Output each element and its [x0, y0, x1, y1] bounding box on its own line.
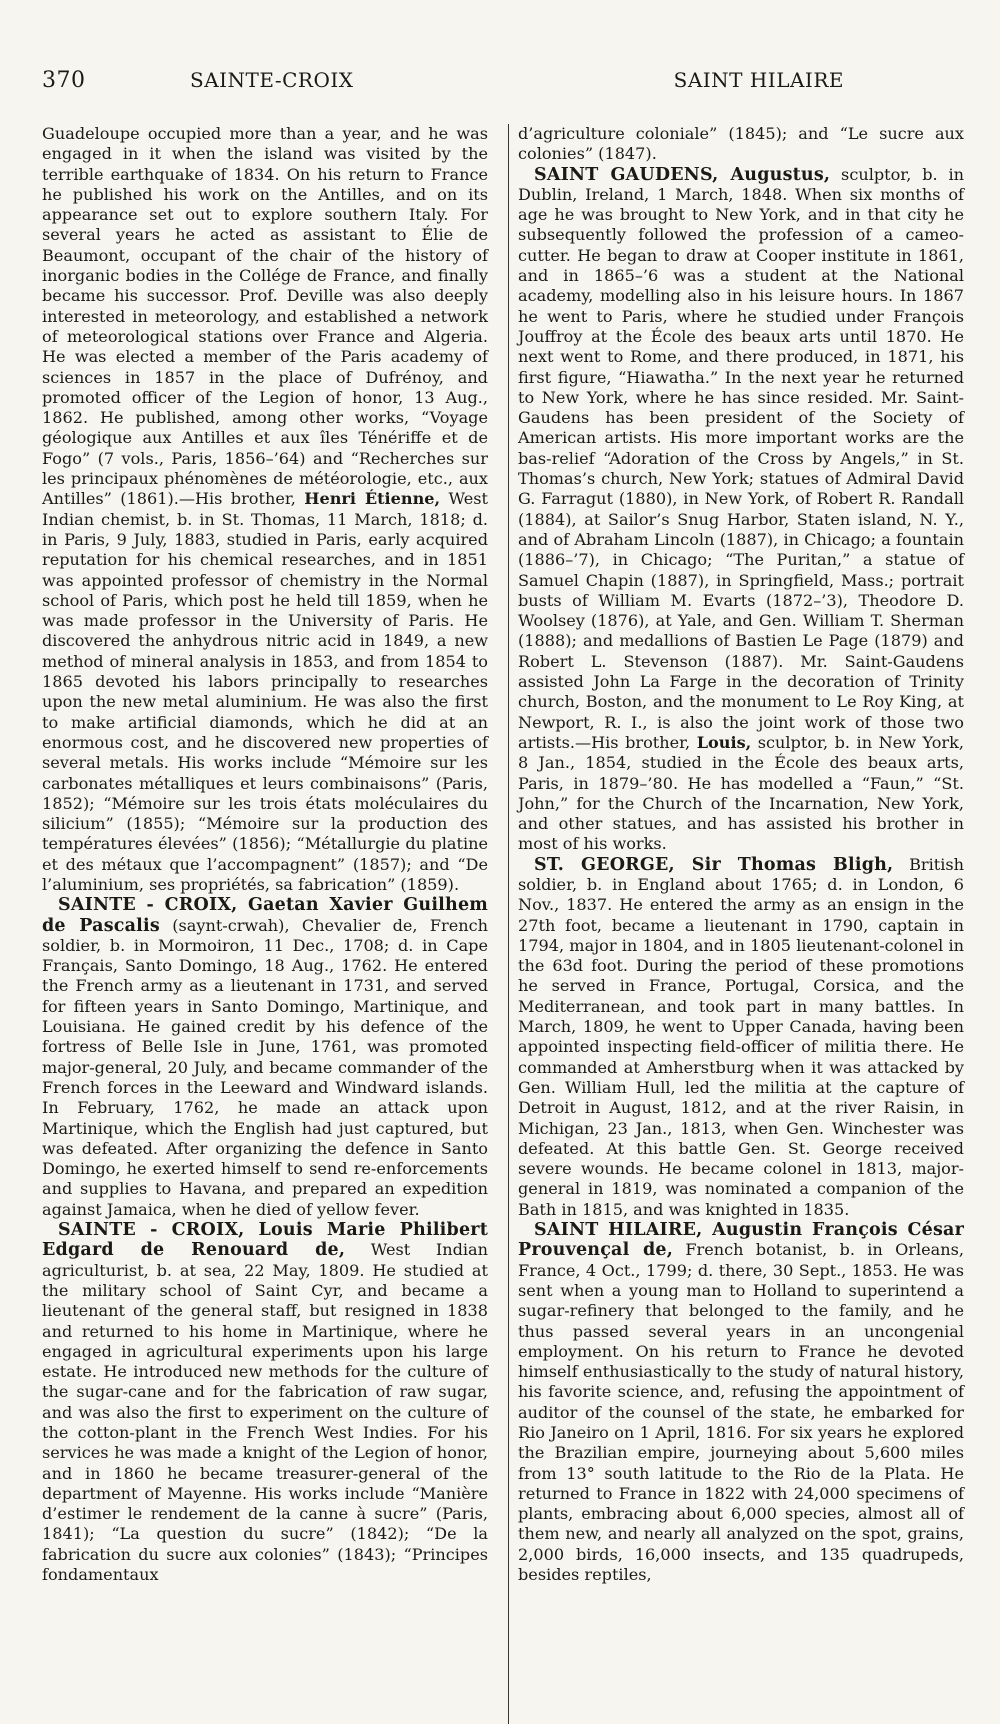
column-divider [508, 124, 509, 1724]
entry-headword: SAINT HILAIRE, Augustin François César Prouvençal de, [518, 1220, 964, 1261]
entry-saint-hilaire [518, 1220, 964, 1585]
entry-headword: SAINTE - CROIX, Gaetan Xavier Guilhem de Pascalis [42, 895, 488, 936]
sub-entry-name: Louis, [696, 732, 752, 752]
entry-text: (saynt-crwah), Chevalier de, French soldier, b. in Mormoiron, 11 Dec., 1708; d. in Cape Français, Santo Domingo, 18 Aug., 1762. He entered the French army as a lieutenant in 1731, and served for fifteen years in Santo Domingo, Martinique, and Louisiana. He gained credit by his defence of the fortress of Belle Isle in June, 1761, was promoted major-general, 20 July, and became commander of the French forces in the Leeward and Windward islands. In February, 1762, he made an attack upon Martinique, which the English had just captured, but was defeated. After organizing the defence in Santo Domingo, he exerted himself to send re-enforcements and supplies to Havana, and prepared an expedition against Jamaica, when he died of yellow fever. [42, 915, 488, 1219]
text-columns [42, 124, 964, 1585]
entry-headword: ST. GEORGE, Sir Thomas Bligh, [534, 854, 894, 875]
continued-entry-sainte-croix-louis: d’agriculture coloniale” (1845); and “Le sucre aux colonies” (1847). [518, 124, 964, 164]
entry-text: Guadeloupe occupied more than a year, and he was engaged in it when the island was visited by the terrible earthquake of 1834. On his return to France he published his work on the Antilles, and on its appearance set out to explore southern Italy. For several years he acted as assistant to Élie de Beaumont, occupant of the chair of the history of inorganic bodies in the Collége de France, and finally became his successor. Prof. Deville was also deeply interested in meteorology, and established a network of meteorological stations over France and Algeria. He was elected a member of the Paris academy of sciences in 1857 in the place of Dufrénoy, and promoted officer of the Legion of honor, 13 Aug., 1862. He published, among other works, “Voyage géologique aux Antilles et aux îles Ténériffe et de Fogo” (7 vols., Paris, 1856–’64) and “Recherches sur les principaux phénomènes de météorologie, etc., aux Antilles” (1861).—His brother, [42, 124, 488, 509]
continued-entry-deville [42, 124, 488, 895]
sub-entry-name: Henri Étienne, [304, 489, 441, 509]
right-column [518, 124, 964, 1585]
entry-text: West Indian agriculturist, b. at sea, 22 May, 1809. He studied at the military school of Saint Cyr, and became a lieutenant of the general staff, but resigned in 1838 and returned to his home in Martinique, where he engaged in agricultural experiments upon his large estate. He introduced new methods for the culture of the sugar-cane and for the fabrication of raw sugar, and was also the first to experiment on the culture of the cotton-plant in the French West Indies. For his services he was made a knight of the Legion of honor, and in 1860 he became treasurer-general of the department of Mayenne. His works include “Manière d’estimer le rendement de la canne à sucre” (Paris, 1841); “La question du sucre” (1842); “De la fabrication du sucre aux colonies” (1843); “Principes fondamentaux [42, 1240, 489, 1585]
entry-sainte-croix-gaetan [42, 895, 488, 1220]
left-running-title: SAINTE-CROIX [190, 68, 354, 92]
entry-text: West Indian chemist, b. in St. Thomas, 11 March, 1818; d. in Paris, 9 July, 1883, studied in Paris, early acquired reputation for his chemical researches, and in 1851 was appointed professor of chemistry in the Normal school of Paris, which post he held till 1859, when he was made professor in the University of Paris. He discovered the anhydrous nitric acid in 1849, a new method of mineral analysis in 1853, and from 1854 to 1865 devoted his labors principally to researches upon the new metal aluminium. He was also the first to make artificial diamonds, which he did at an enormous cost, and he discovered new properties of several metals. His works include “Mémoire sur les carbonates métalliques et leurs combinaisons” (Paris, 1852); “Mémoire sur les trois états moléculaires du silicium” (1855); “Mémoire sur la production des températures élevées” (1856); “Métallurgie du platine et des métaux que l’accompagnent” (1857); and “De l’aluminium, ses propriétés, sa fabrication” (1859). [42, 489, 488, 894]
entry-st-george [518, 855, 964, 1220]
running-header [42, 68, 964, 108]
entry-saint-gaudens [518, 165, 964, 855]
entry-text: sculptor, b. in Dublin, Ireland, 1 March, 1848. When six months of age he was brought to New York, and in that city he subsequently followed the profession of a cameo-cutter. He began to draw at Cooper institute in 1861, and in 1865–’6 was a student at the National academy, modelling also in his leisure hours. In 1867 he went to Paris, where he studied under François Jouffroy at the École des beaux arts until 1870. He next went to Rome, and there produced, in 1871, his first figure, “Hiawatha.” In the next year he returned to New York, where he has since resided. Mr. Saint-Gaudens has been president of the Society of American artists. His more important works are the bas-relief “Adoration of the Cross by Angels,” in St. Thomas’s church, New York; statues of Admiral David G. Farragut (1880), in New York, of Robert R. Randall (1884), at Sailor’s Snug Harbor, Staten island, N. Y., and of Abraham Lincoln (1887), in Chicago; a fountain (1886–’7), in Chicago; “The Puritan,” a statue of Samuel Chapin (1887), in Springfield, Mass.; portrait busts of William M. Evarts (1872–’3), Theodore D. Woolsey (1876), at Yale, and Gen. William T. Sherman (1888); and medallions of Bastien Le Page (1879) and Robert L. Stevenson (1887). Mr. Saint-Gaudens assisted John La Farge in the decoration of Trinity church, Boston, and the monument to Le Roy King, at Newport, R. I., is also the joint work of those two artists.—His brother, [518, 164, 965, 752]
left-column [42, 124, 488, 1585]
entry-text: sculptor, b. in New York, 8 Jan., 1854, studied in the École des beaux arts, Paris, in 1879–’80. He has modelled a “Faun,” “St. John,” for the Church of the Incarnation, New York, and other statues, and has assisted his brother in most of his works. [518, 732, 964, 854]
right-running-title: SAINT HILAIRE [673, 68, 844, 92]
entry-text: British soldier, b. in England about 1765; d. in London, 6 Nov., 1837. He entered the army as an ensign in the 27th foot, became a lieutenant in 1790, captain in 1794, major in 1804, and in 1805 lieutenant-colonel in the 63d foot. During the period of these promotions he served in France, Portugal, Corsica, and the Mediterranean, and took part in many battles. In March, 1809, he went to Upper Canada, having been appointed inspecting field-officer of militia there. He commanded at Amherstburg when it was attacked by Gen. William Hull, led the militia at the capture of Detroit in August, 1812, and at the river Raisin, in Michigan, 23 Jan., 1813, when Gen. Winchester was defeated. At this battle Gen. St. George received severe wounds. He became colonel in 1813, major-general in 1819, was nominated a companion of the Bath in 1815, and was knighted in 1835. [518, 854, 964, 1219]
entry-text: French botanist, b. in Orleans, France, 4 Oct., 1799; d. there, 30 Sept., 1853. He was sent when a young man to Holland to superintend a sugar-refinery that belonged to the family, and he thus passed several years in an uncongenial employment. On his return to France he devoted himself enthusiastically to the study of natural history, his favorite science, and, refusing the appointment of auditor of the counsel of the state, he embarked for Rio Janeiro on 1 April, 1816. For six years he explored the Brazilian empire, journeying about 5,600 miles from 13° south latitude to the Rio de la Plata. He returned to France in 1822 with 24,000 specimens of plants, embracing about 6,000 species, almost all of them new, and nearly all analyzed on the spot, grains, 2,000 birds, 16,000 insects, and 135 quadrupeds, besides reptiles, [518, 1240, 964, 1585]
entry-headword: SAINTE - CROIX, Louis Marie Philibert Edgard de Renouard de, [42, 1220, 488, 1261]
entry-headword: SAINT GAUDENS, Augustus, [534, 164, 831, 185]
entry-sainte-croix-louis [42, 1220, 488, 1585]
page-number: 370 [42, 68, 86, 93]
